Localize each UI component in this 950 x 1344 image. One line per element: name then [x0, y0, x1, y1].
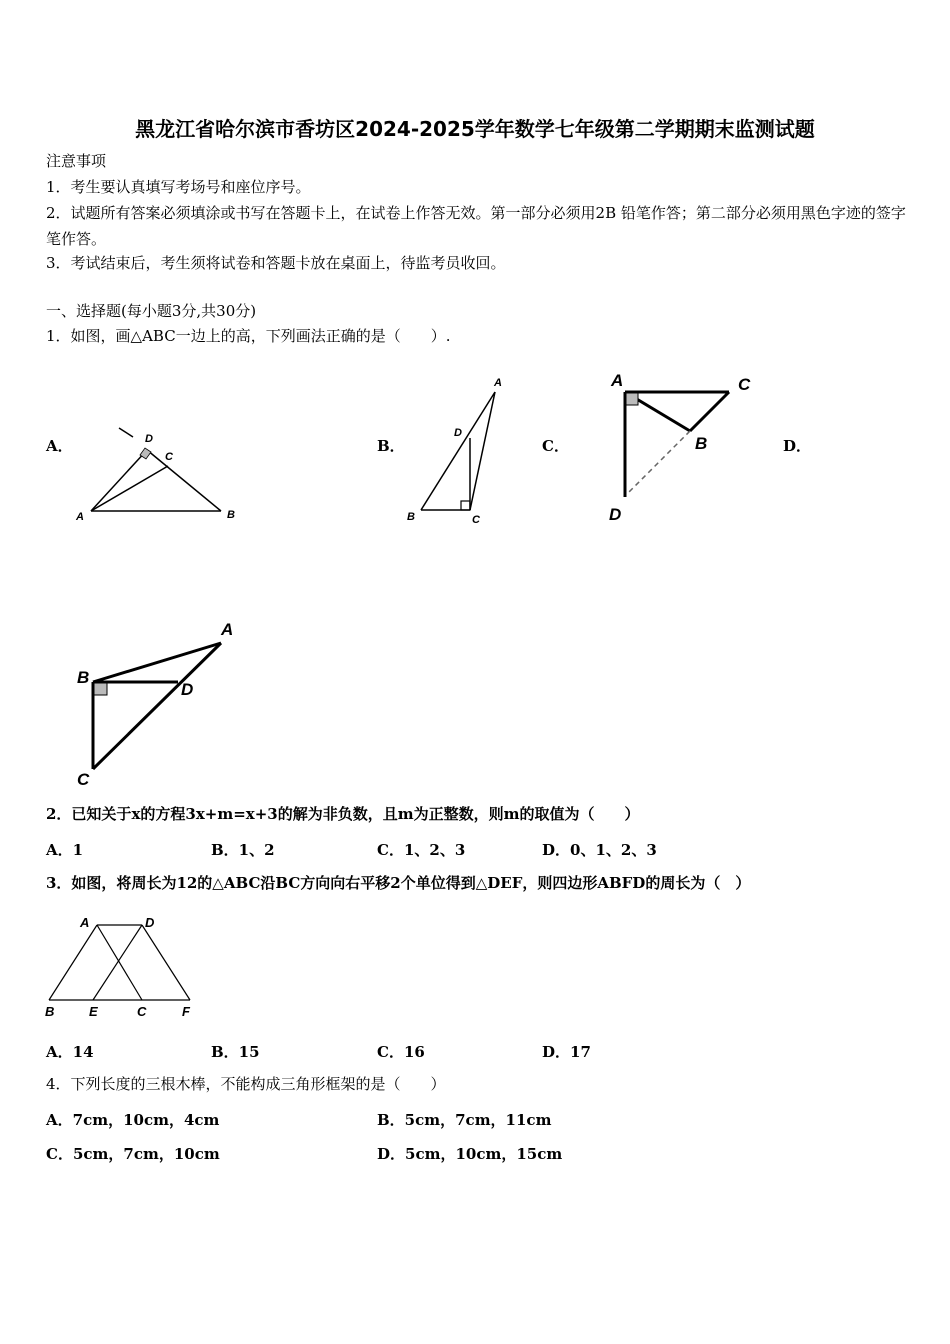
q2-option-b: B．1、2 [211, 841, 275, 859]
fig-c-label-d: D [609, 505, 622, 524]
fig-b-label-c: C [472, 514, 480, 526]
q1-option-b: B． [377, 437, 405, 455]
q3-option-a: A．14 [46, 1043, 94, 1061]
q3-option-d: D．17 [542, 1043, 591, 1061]
q4-option-b: B．5cm，7cm，11cm [377, 1111, 552, 1129]
page-title: 黑龙江省哈尔滨市香坊区2024-2025学年数学七年级第二学期期末监测试题 [135, 117, 815, 141]
fig-d-label-c: C [77, 770, 90, 789]
q4-option-d: D．5cm，10cm，15cm [377, 1145, 563, 1163]
fig-b-label-b: B [407, 511, 415, 523]
notice-item-2: 2．试题所有答案必须填涂或书写在答题卡上，在试卷上作答无效。第一部分必须用2B 铅笔作答；第二部分必须用黑色字迹的签字笔作答。 [46, 204, 906, 248]
q1-option-d: D． [783, 437, 812, 455]
fig-b-label-d: D [454, 427, 462, 439]
q2-option-d: D．0、1、2、3 [542, 841, 657, 859]
q2-option-c: C．1、2、3 [377, 841, 466, 859]
q3-label-b: B [45, 1004, 55, 1019]
fig-d-label-b: B [77, 668, 90, 687]
question-1-text: 1．如图，画△ABC一边上的高，下列画法正确的是（ ）. [46, 327, 451, 345]
notice-item-1: 1．考生要认真填写考场号和座位序号。 [46, 178, 311, 196]
q3-label-f: F [182, 1004, 190, 1019]
question-4-text: 4．下列长度的三根木棒，不能构成三角形框架的是（ ） [46, 1075, 446, 1093]
q3-option-b: B．15 [211, 1043, 260, 1061]
fig-a-label-d: D [145, 433, 153, 445]
q1-option-a: A． [46, 437, 73, 455]
q3-option-c: C．16 [377, 1043, 425, 1061]
fig-c-label-b: B [695, 434, 708, 453]
section-heading: 一、选择题(每小题3分,共30分) [46, 302, 257, 320]
q3-label-e: E [89, 1004, 98, 1019]
notice-heading: 注意事项 [46, 152, 107, 170]
q2-option-a: A．1 [46, 841, 84, 859]
fig-a-label-b: B [227, 509, 235, 521]
q3-label-d: D [145, 915, 155, 930]
notice-item-3: 3．考试结束后，考生须将试卷和答题卡放在桌面上，待监考员收回。 [46, 254, 506, 272]
fig-d-label-a: A [221, 620, 234, 639]
fig-c-label-c: C [738, 375, 751, 394]
fig-c-label-a: A [611, 371, 624, 390]
fig-b-label-a: A [494, 377, 502, 389]
q1-option-c: C． [542, 437, 569, 455]
fig-a-label-a: A [76, 511, 84, 523]
q4-option-c: C．5cm，7cm，10cm [46, 1145, 220, 1163]
question-3-text: 3．如图，将周长为12的△ABC沿BC方向向右平移2个单位得到△DEF，则四边形ABFD的周长为（ ） [46, 874, 751, 892]
fig-a-label-c: C [165, 451, 173, 463]
q3-label-c: C [137, 1004, 147, 1019]
q4-option-a: A．7cm，10cm，4cm [46, 1111, 220, 1129]
fig-d-label-d: D [181, 680, 194, 699]
question-2-text: 2．已知关于x的方程3x+m=x+3的解为非负数，且m为正整数，则m的取值为（ ） [46, 805, 640, 823]
q3-label-a: A [80, 915, 90, 930]
